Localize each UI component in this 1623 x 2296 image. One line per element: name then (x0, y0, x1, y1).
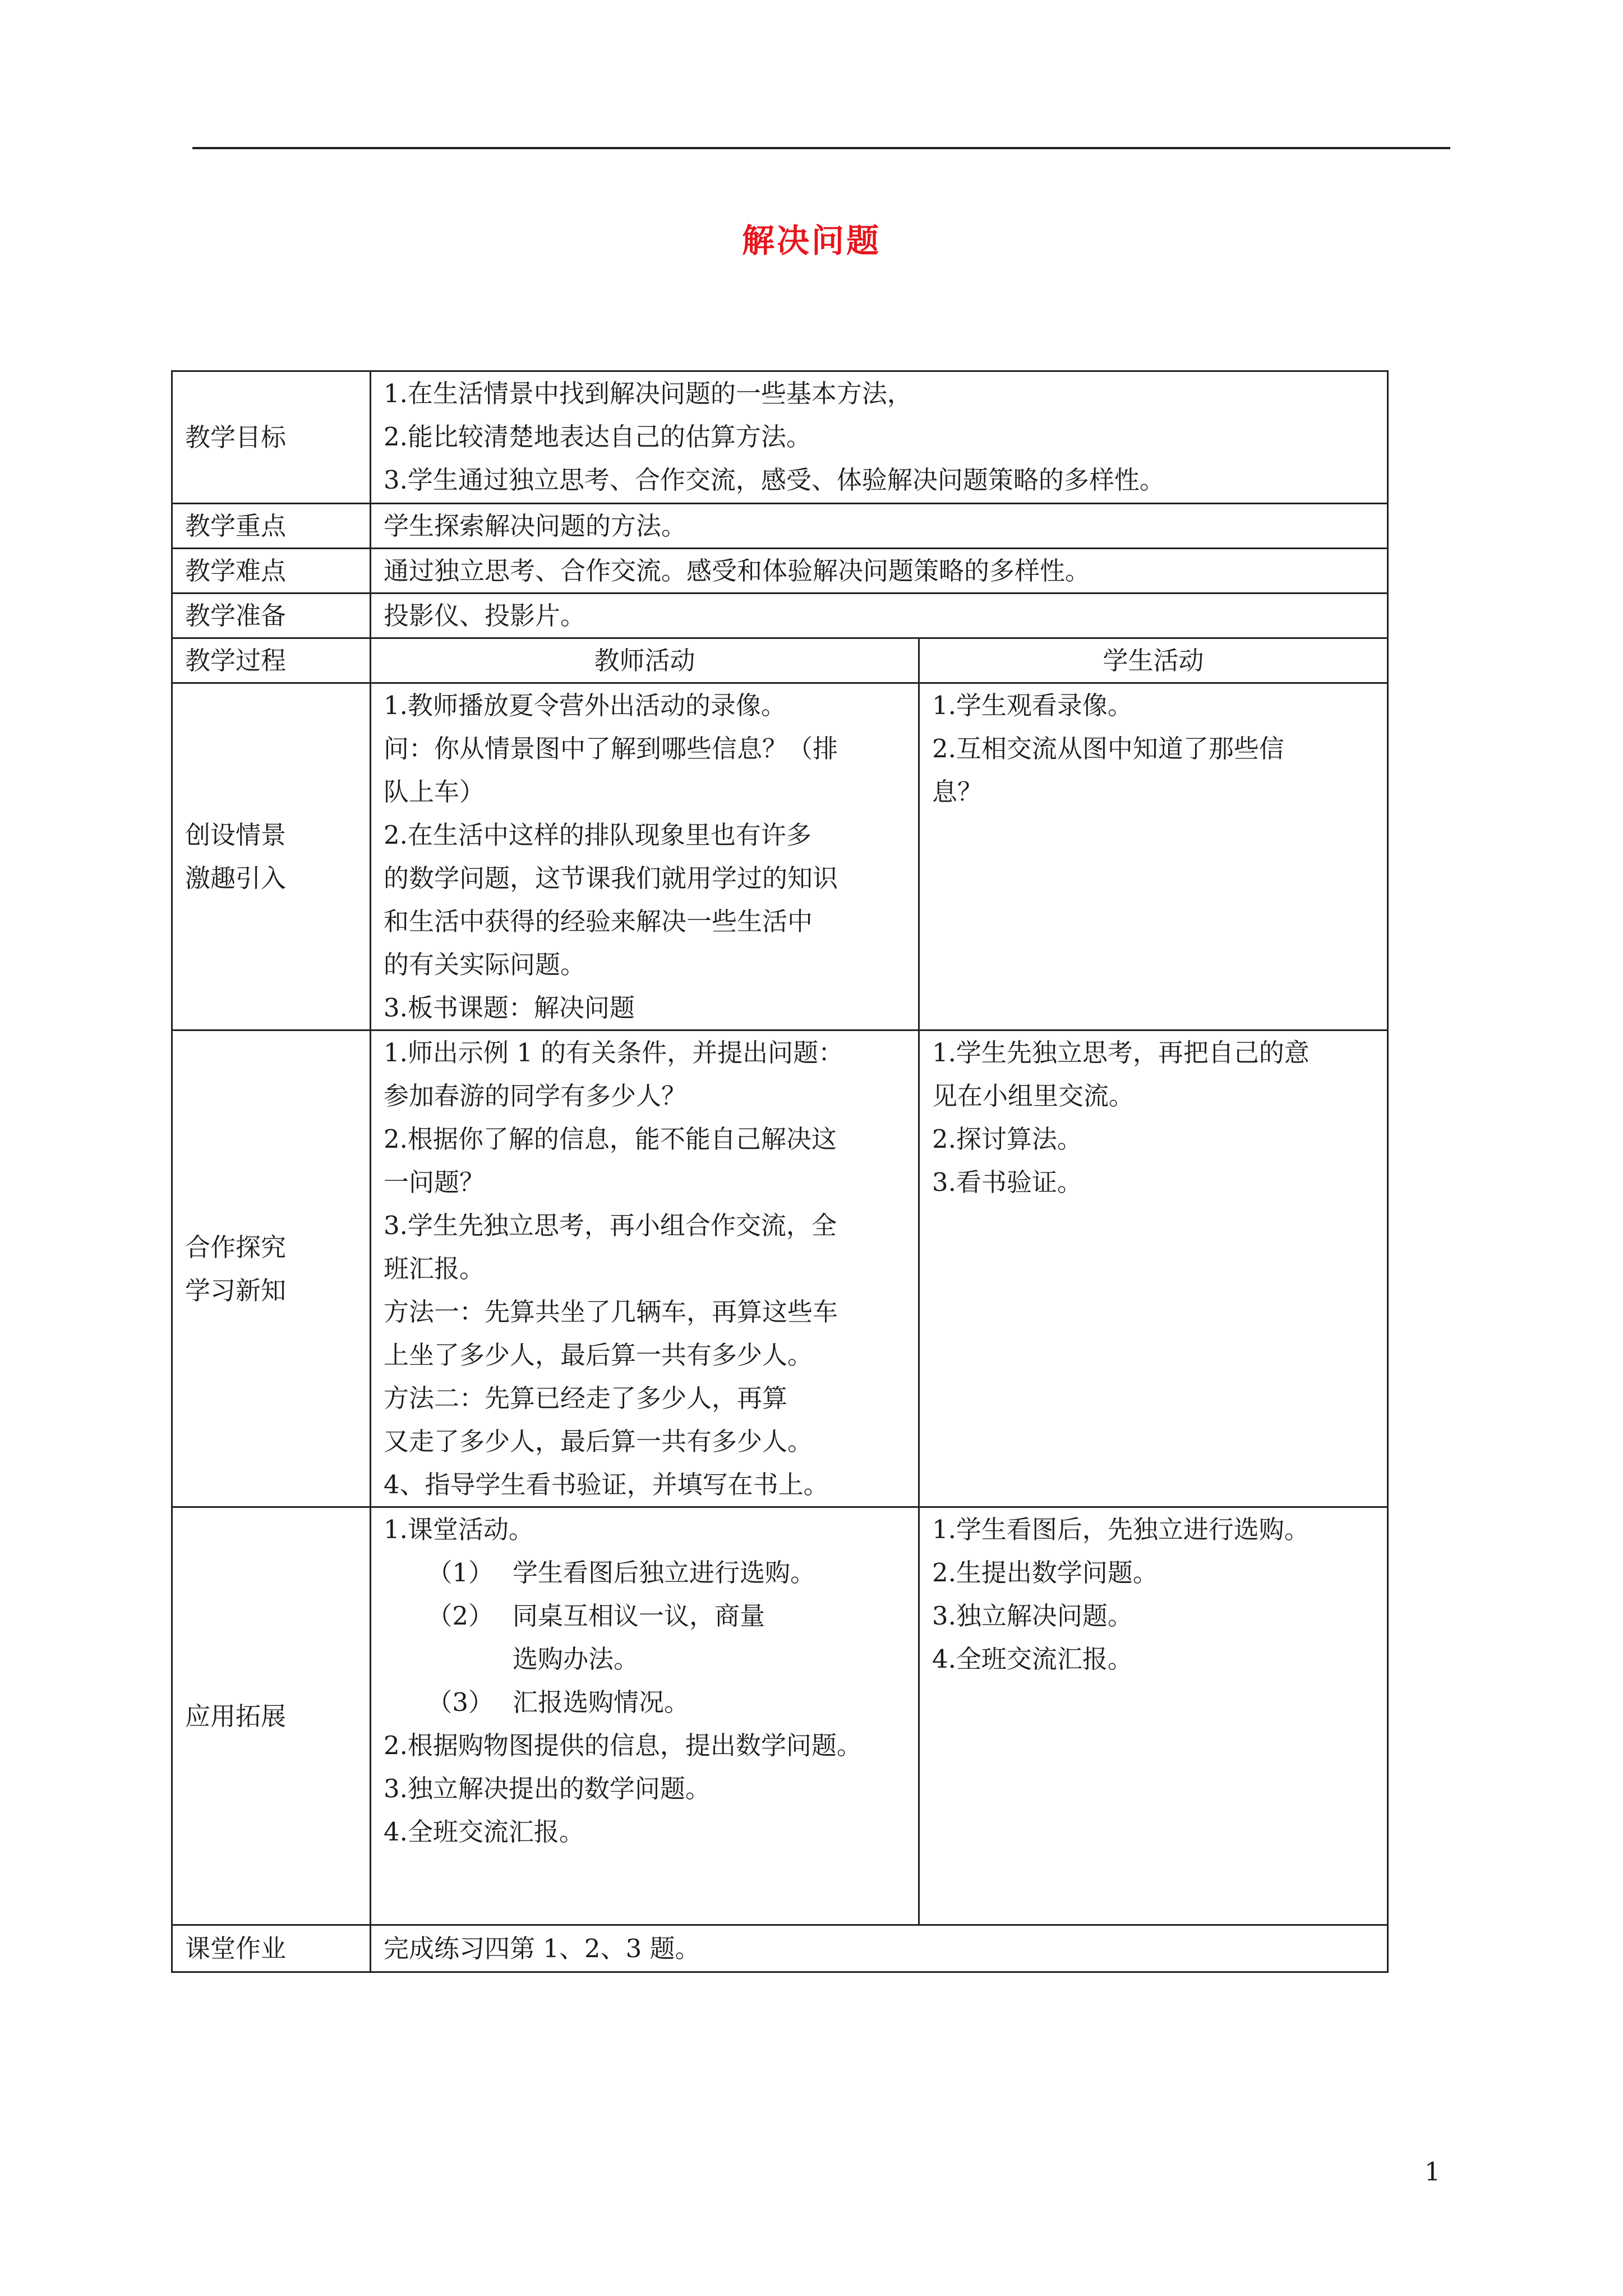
row-label-process: 教学过程 (172, 638, 371, 683)
student-activity-header: 学生活动 (919, 638, 1388, 683)
row-label-intro (172, 683, 371, 1030)
goal-line-3: 3.学生通过独立思考、合作交流，感受、体验解决问题策略的多样性。 (384, 465, 1165, 495)
page-number: 1 (1424, 2157, 1441, 2187)
explore-teacher-line: 又走了多少人，最后算一共有多少人。 (384, 1427, 813, 1456)
explore-teacher-line: 方法一：先算共坐了几辆车，再算这些车 (384, 1297, 838, 1327)
apply-student-line: 4.全班交流汇报。 (932, 1644, 1133, 1674)
explore-teacher-line: 方法二：先算已经走了多少人，再算 (384, 1383, 788, 1413)
apply-sub-item (384, 1681, 906, 1724)
row-key-point (172, 504, 1388, 549)
goal-line-2: 2.能比较清楚地表达自己的估算方法。 (384, 422, 811, 452)
explore-student-line: 1.学生先独立思考，再把自己的意 (932, 1038, 1310, 1068)
row-difficulty (172, 549, 1388, 593)
intro-teacher-line: 问：你从情景图中了解到哪些信息？（排 (384, 734, 838, 763)
intro-student-activity (919, 683, 1388, 1030)
goal-line-1: 1.在生活情景中找到解决问题的一些基本方法， (384, 379, 912, 408)
intro-label-line-1: 创设情景 (185, 820, 287, 850)
row-label-key-point: 教学重点 (172, 504, 371, 549)
row-explore (172, 1030, 1388, 1507)
intro-student-line: 2.互相交流从图中知道了那些信 (932, 734, 1284, 763)
explore-label-line-2: 学习新知 (185, 1275, 287, 1305)
sub-item-number: （3） (427, 1687, 494, 1717)
explore-teacher-line: 2.根据你了解的信息，能不能自己解决这 (384, 1124, 837, 1154)
explore-teacher-line: 1.师出示例 1 的有关条件，并提出问题： (384, 1038, 844, 1068)
apply-teacher-line: 4.全班交流汇报。 (384, 1817, 584, 1847)
row-label-difficulty: 教学难点 (172, 549, 371, 593)
key-point-content: 学生探索解决问题的方法。 (371, 504, 1388, 549)
intro-student-line: 息？ (932, 777, 983, 807)
sub-item-text: 汇报选购情况。 (513, 1687, 690, 1717)
sub-item-text: 同桌互相议一议，商量选购办法。 (513, 1601, 766, 1674)
explore-student-line: 见在小组里交流。 (932, 1081, 1135, 1111)
intro-teacher-line: 2.在生活中这样的排队现象里也有许多 (384, 820, 811, 850)
sub-item-number: （2） (427, 1601, 494, 1631)
row-homework (172, 1925, 1388, 1972)
intro-teacher-line: 3.板书课题：解决问题 (384, 993, 635, 1023)
intro-teacher-line: 的数学问题，这节课我们就用学过的知识 (384, 863, 838, 893)
explore-teacher-activity (371, 1030, 919, 1507)
intro-teacher-line: 队上车） (384, 777, 485, 807)
explore-teacher-line: 3.学生先独立思考，再小组合作交流，全 (384, 1211, 837, 1240)
apply-student-line: 3.独立解决问题。 (932, 1601, 1133, 1631)
row-intro (172, 683, 1388, 1030)
apply-student-line: 2.生提出数学问题。 (932, 1558, 1158, 1588)
apply-student-line: 1.学生看图后，先独立进行选购。 (932, 1515, 1310, 1544)
apply-teacher-line: 1.课堂活动。 (384, 1515, 534, 1544)
row-label-homework: 课堂作业 (172, 1925, 371, 1972)
row-process-header (172, 638, 1388, 683)
intro-teacher-activity (371, 683, 919, 1030)
row-apply (172, 1507, 1388, 1925)
row-label-goals: 教学目标 (172, 371, 371, 504)
header-rule (192, 147, 1450, 149)
explore-teacher-line: 4、指导学生看书验证，并填写在书上。 (384, 1470, 829, 1499)
explore-student-line: 3.看书验证。 (932, 1167, 1082, 1197)
difficulty-content: 通过独立思考、合作交流。感受和体验解决问题策略的多样性。 (371, 549, 1388, 593)
sub-item-number: （1） (427, 1558, 494, 1588)
preparation-content: 投影仪、投影片。 (371, 593, 1388, 638)
apply-sub-item (384, 1594, 906, 1681)
intro-teacher-line: 1.教师播放夏令营外出活动的录像。 (384, 691, 786, 720)
apply-teacher-line: 3.独立解决提出的数学问题。 (384, 1774, 711, 1803)
explore-teacher-line: 一问题？ (384, 1167, 485, 1197)
intro-teacher-line: 和生活中获得的经验来解决一些生活中 (384, 907, 813, 936)
explore-teacher-line: 班汇报。 (384, 1254, 485, 1283)
row-label-explore (172, 1030, 371, 1507)
goals-content (371, 371, 1388, 504)
teacher-activity-header: 教师活动 (371, 638, 919, 683)
explore-student-activity (919, 1030, 1388, 1507)
row-label-apply: 应用拓展 (172, 1507, 371, 1925)
intro-label-line-2: 激趣引入 (185, 863, 287, 893)
row-preparation (172, 593, 1388, 638)
homework-content: 完成练习四第 1、2、3 题。 (371, 1925, 1388, 1972)
intro-teacher-line: 的有关实际问题。 (384, 950, 586, 979)
explore-label-line-1: 合作探究 (185, 1232, 287, 1262)
row-goals (172, 371, 1388, 504)
apply-sub-item (384, 1551, 906, 1594)
apply-student-activity (919, 1507, 1388, 1925)
explore-teacher-line: 上坐了多少人，最后算一共有多少人。 (384, 1340, 813, 1370)
apply-teacher-activity (371, 1507, 919, 1925)
intro-student-line: 1.学生观看录像。 (932, 691, 1133, 720)
explore-teacher-line: 参加春游的同学有多少人？ (384, 1081, 687, 1111)
apply-teacher-line: 2.根据购物图提供的信息，提出数学问题。 (384, 1731, 862, 1760)
row-label-preparation: 教学准备 (172, 593, 371, 638)
explore-student-line: 2.探讨算法。 (932, 1124, 1082, 1154)
page-title: 解决问题 (741, 222, 881, 260)
sub-item-text: 学生看图后独立进行选购。 (513, 1558, 816, 1588)
lesson-plan-table (171, 370, 1389, 1973)
